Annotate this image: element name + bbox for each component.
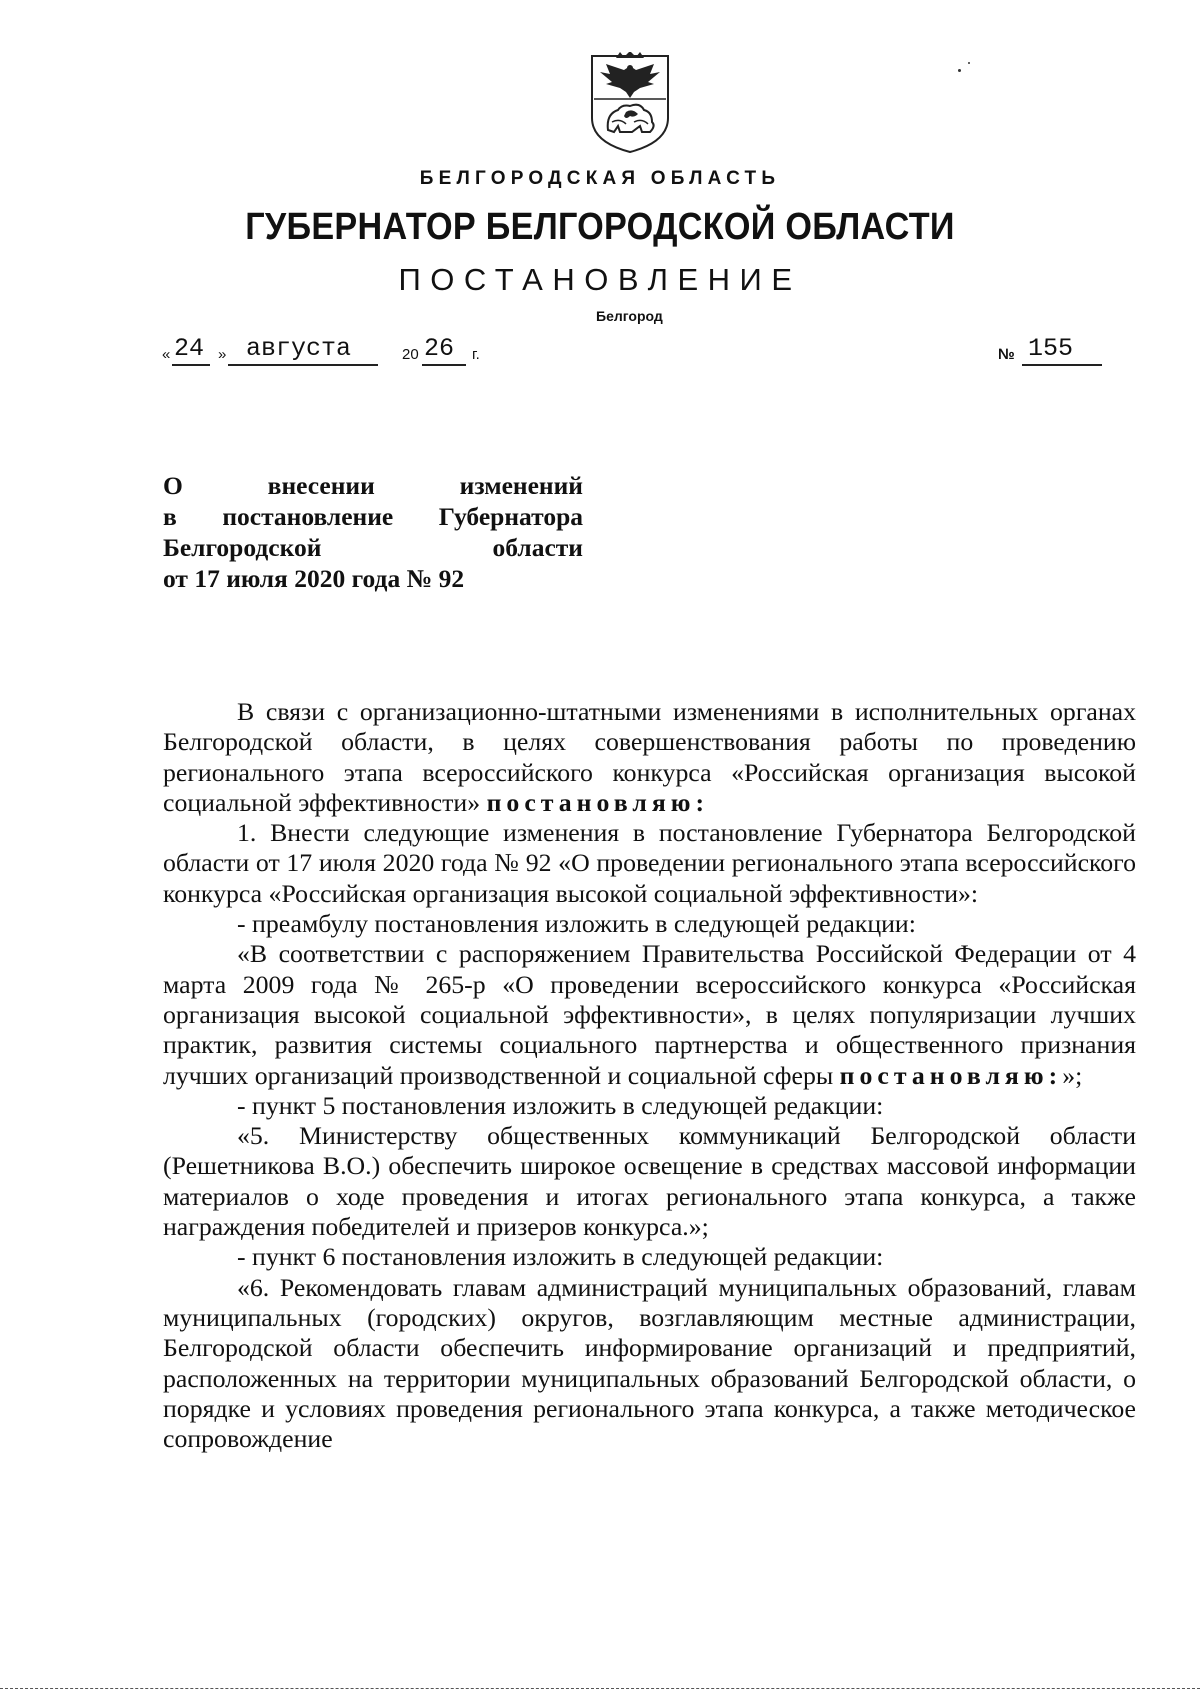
number-prefix: № <box>998 346 1015 363</box>
document-number: 155 <box>1028 334 1074 363</box>
paragraph-preamble: В связи с организационно-штатными изменениями в исполнительных органах Белгородской области, в целях совершенствования работы по проведению регионального этапа всероссийского конкурса «Российская организация высокой социальной эффективности» постановляю: <box>163 697 1136 817</box>
year-suffix: г. <box>472 346 480 363</box>
page-bottom-rule <box>0 1688 1200 1690</box>
subject-line-2: в постановление Губернатора <box>163 502 583 531</box>
authority-heading: ГУБЕРНАТОР БЕЛГОРОДСКОЙ ОБЛАСТИ <box>245 206 955 248</box>
coat-of-arms-emblem <box>586 52 674 154</box>
quote-open: « <box>162 346 171 363</box>
subject-line-3: Белгородской области <box>163 533 583 562</box>
paragraph-new-item-5: «5. Министерству общественных коммуникаций Белгородской области (Решетникова В.О.) обеспечить широкое освещение в средствах массовой информации материалов о ходе проведения и итогах регионального этапа конкурса, а также награждения победителей и призеров конкурса.»; <box>163 1121 1136 1242</box>
month-underline <box>228 364 378 366</box>
paragraph-new-preamble: «В соответствии с распоряжением Правительства Российской Федерации от 4 марта 2009 года № 265-р «О проведении всероссийского конкурса «Российская организация высокой социальной эффективности», в целях популяризации лучших практик, развития системы социального партнерства и общественного признания лучших организаций производственной и социальной сферы постановляю:»; <box>163 939 1136 1090</box>
subject-line-1: О внесении изменений <box>163 471 583 500</box>
resolve-word: постановляю: <box>839 1060 1063 1090</box>
document-body <box>163 697 1136 1454</box>
subject-line-4: от 17 июля 2020 года № 92 <box>163 564 465 593</box>
paragraph-item-1: 1. Внести следующие изменения в постановление Губернатора Белгородской области от 17 июля 2020 года № 92 «О проведении регионального этапа всероссийского конкурса «Российская организация высокой социальной эффективности»: <box>163 818 1136 908</box>
date-day: 24 <box>174 334 205 363</box>
paragraph-item-6-change: - пункт 6 постановления изложить в следующей редакции: <box>237 1242 884 1272</box>
scan-speck <box>968 62 970 64</box>
date-month: августа <box>246 334 352 363</box>
day-underline <box>172 364 210 366</box>
number-underline <box>1022 364 1102 366</box>
paragraph-item-5-change: - пункт 5 постановления изложить в следующей редакции: <box>237 1090 884 1120</box>
city-label: Белгород <box>596 308 663 324</box>
resolve-word: постановляю: <box>486 787 710 817</box>
scan-speck <box>958 69 961 72</box>
paragraph-preamble-change: - преамбулу постановления изложить в следующей редакции: <box>237 909 916 939</box>
document-type-heading: ПОСТАНОВЛЕНИЕ <box>398 262 802 297</box>
date-century: 20 <box>402 346 419 363</box>
date-year: 26 <box>424 334 455 363</box>
date-number-line <box>162 334 1102 366</box>
quote-close: » <box>218 346 227 363</box>
paragraph-new-item-6: «6. Рекомендовать главам администраций муниципальных образований, главам муниципальных (городских) округов, возглавляющим местные администрации, Белгородской области обеспечить информирование организаций и предприятий, расположенных на территории муниципальных образований Белгородской области, о порядке и условиях проведения регионального этапа конкурса, а также методическое сопровождение <box>163 1272 1136 1454</box>
document-subject <box>163 470 583 594</box>
year-underline <box>422 364 466 366</box>
region-heading: БЕЛГОРОДСКАЯ ОБЛАСТЬ <box>419 168 781 189</box>
